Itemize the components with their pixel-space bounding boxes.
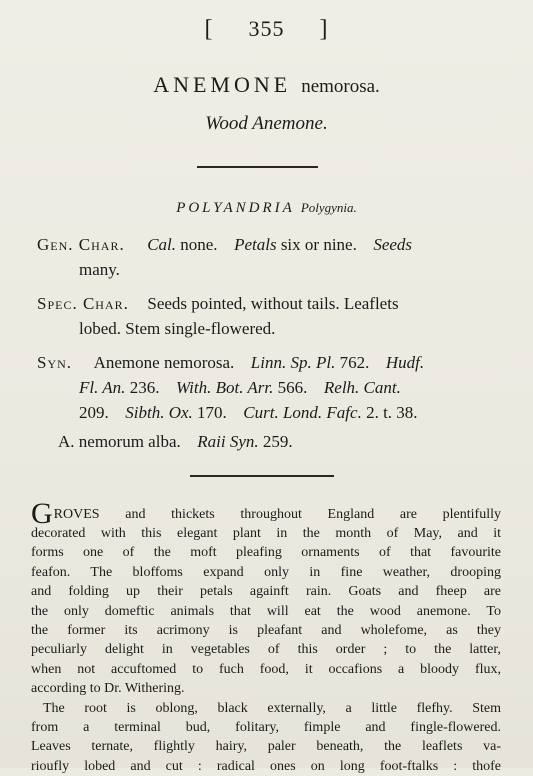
description-body [31, 498, 501, 776]
gen-char-line-2: many. [79, 260, 120, 279]
gen-char-petals-label: Petals [234, 235, 277, 254]
divider-bottom [190, 475, 334, 477]
syn-4c: 259. [262, 432, 293, 451]
body-line-13: Leaves ternate, flightly hairy, paler beneath, the leaflets va- [31, 739, 501, 755]
species-name: nemorosa. [301, 76, 380, 97]
syn-2d: 566. [277, 378, 308, 397]
spec-char-line-2: lobed. Stem single-flowered. [79, 319, 276, 338]
syn-line-4 [58, 429, 293, 454]
syn-3e: 2. t. 38. [366, 403, 418, 422]
syn-label: Syn. [37, 353, 73, 372]
gen-char-petals-value: six or nine. [280, 235, 357, 254]
linnaean-order: Polygynia. [300, 200, 357, 215]
syn-line-3 [79, 400, 418, 425]
body-line-8: peculiarly delight in vegetables of this order ; to the latter, [31, 642, 501, 658]
body-line-12: from a terminal bud, folitary, fimple and fingle-flowered. [31, 719, 501, 735]
body-line-6: the only domeftic animals that will eat the wood anemone. To [31, 603, 501, 619]
body-line-14: rioufly lobed and cut : radical ones on long foot-ftalks : thofe [31, 758, 501, 774]
linnaean-class: POLYANDRIA [176, 200, 295, 216]
gen-char-line-1 [37, 232, 412, 257]
body-line-1 [31, 497, 501, 530]
drop-cap: G [31, 497, 53, 530]
syn-4a: A. nemorum alba. [58, 432, 181, 451]
spec-char-label: Spec. Char. [37, 294, 129, 313]
body-line-3: forms one of the moft pleafing ornaments of that favourite [31, 545, 501, 561]
spec-char-text-1: Seeds pointed, without tails. Leaflets [147, 294, 399, 313]
bracket-close: ] [319, 16, 329, 42]
syn-line-2 [79, 375, 401, 400]
body-line-2: decorated with this elegant plant in the month of May, and it [31, 526, 501, 541]
gen-char-calyx-value: none. [180, 235, 218, 254]
syn-3d: Curt. Lond. Fafc. [243, 403, 362, 422]
body-line-4: feafon. The bloffoms expand only in fine weather, drooping [31, 564, 501, 580]
syn-4b: Raii Syn. [197, 432, 259, 451]
body-line-10: according to Dr. Withering. [31, 681, 185, 697]
classification [0, 200, 533, 217]
body-line-9: when not accuftomed to fuch food, it occafions a bloody flux, [31, 661, 501, 677]
syn-1b: Linn. Sp. Pl. [250, 353, 336, 372]
divider-top [197, 166, 318, 168]
gen-char-label: Gen. Char. [37, 235, 125, 254]
syn-2e: Relh. Cant. [323, 378, 401, 397]
gen-char-calyx-label: Cal. [147, 235, 177, 254]
syn-1a: Anemone nemorosa. [93, 353, 235, 372]
bracket-open: [ [204, 16, 214, 42]
syn-3c: 170. [197, 403, 227, 422]
syn-1d: Hudf. [385, 353, 425, 372]
gen-char-seeds-label: Seeds [373, 235, 413, 254]
genus-name: ANEMONE [153, 72, 292, 97]
syn-line-1 [37, 350, 424, 375]
body-text-line: ROVES and thickets throughout England are plentifully [53, 506, 501, 522]
syn-2b: 236. [129, 378, 160, 397]
spec-char-line-1 [37, 291, 399, 316]
syn-2c: With. Bot. Arr. [175, 378, 274, 397]
body-line-5: and folding up their petals againft rain. Goats and fheep are [31, 584, 501, 600]
body-line-7: the former its acrimony is pleafant and wholefome, as they [31, 622, 501, 638]
syn-2a: Fl. An. [79, 378, 126, 397]
page-number-header [0, 16, 533, 43]
body-line-11: The root is oblong, black externally, a little flefhy. Stem [43, 700, 501, 716]
page-number: 355 [248, 16, 285, 41]
syn-3a: 209. [79, 403, 109, 422]
syn-3b: Sibth. Ox. [125, 403, 193, 422]
common-name: Wood Anemone. [205, 113, 328, 134]
species-title [0, 72, 533, 98]
syn-1c: 762. [339, 353, 370, 372]
